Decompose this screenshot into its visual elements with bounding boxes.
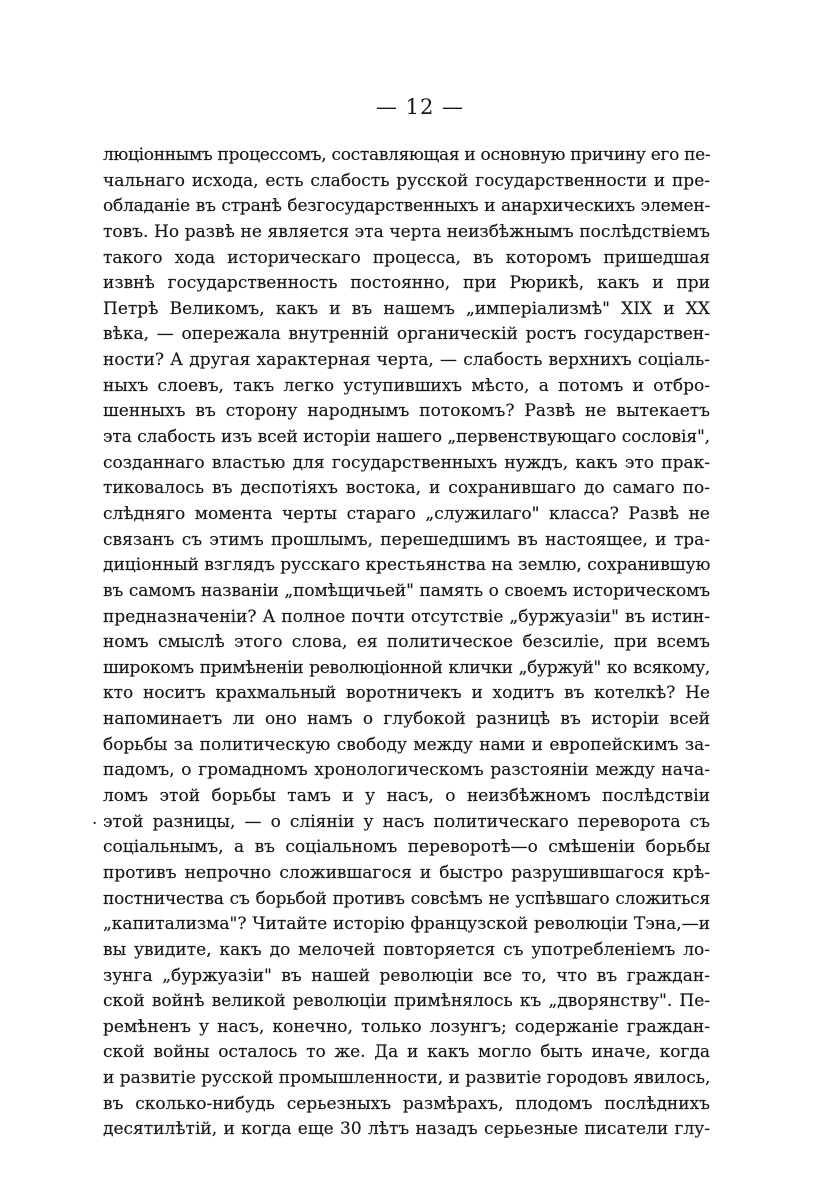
text-line: десятилѣтій, и когда еще 30 лѣтъ назадъ серьезные писатели глу- (103, 1119, 710, 1140)
text-line: тиковалось въ деспотіяхъ востока, и сохранившаго до самаго по- (103, 478, 710, 499)
text-line: извнѣ государственность постоянно, при Рюрикѣ, какъ и при (103, 273, 710, 294)
text-line: ской войнѣ великой революціи примѣнялось къ „дворянству". Пе- (103, 991, 710, 1012)
text-line: слѣдняго момента черты стараго „служилаго" класса? Развѣ не (103, 503, 710, 524)
text-line: созданнаго властью для государственныхъ нуждъ, какъ это прак- (103, 452, 710, 473)
text-line: зунга „буржуазіи" въ нашей революціи все то, что въ граждан- (103, 965, 710, 986)
text-line: чальнаго исхода, есть слабость русской государственности и пре- (103, 170, 710, 191)
text-line: номъ смыслѣ этого слова, ея политическое безсиліе, при всемъ (103, 632, 710, 653)
text-line: вы увидите, какъ до мелочей повторяется съ употребленіемъ ло- (103, 939, 710, 960)
text-line: ныхъ слоевъ, такъ легко уступившихъ мѣсто, а потомъ и отбро- (103, 375, 710, 396)
text-line: „капитализма"? Читайте исторію французской революціи Тэна,—и (103, 914, 710, 935)
text-line: ской войны осталось то же. Да и какъ могло быть иначе, когда (103, 1042, 710, 1063)
text-line: связанъ съ этимъ прошлымъ, перешедшимъ въ настоящее, и тра- (103, 529, 710, 550)
text-line: Петрѣ Великомъ, какъ и въ нашемъ „имперіализмѣ" XIX и XX (103, 298, 710, 319)
text-line: въ самомъ названіи „помѣщичьей" память о своемъ историческомъ (103, 580, 710, 601)
text-line: соціальнымъ, а въ соціальномъ переворотѣ—о смѣшеніи борьбы (103, 837, 710, 858)
text-line: диціонный взглядъ русскаго крестьянства на землю, сохранившую (103, 555, 711, 576)
text-line: вѣка, — опережала внутренній органическій ростъ государствен- (103, 324, 710, 345)
page-number: — 12 — (375, 95, 465, 119)
text-line: предназначеніи? А полное почти отсутствіе „буржуазіи" въ истин- (103, 606, 710, 627)
text-line: люціоннымъ процессомъ, составляющая и основную причину его пе- (103, 145, 711, 165)
text-line: обладаніе въ странѣ безгосударственныхъ и анархическихъ элемен- (103, 196, 710, 217)
text-line: и развитіе русской промышленности, и развитіе городовъ явилось, (103, 1068, 711, 1089)
text-line: постничества съ борьбой противъ совсѣмъ не успѣвшаго сложиться (103, 888, 710, 909)
text-line: ности? А другая характерная черта, — слабость верхнихъ соціаль- (103, 350, 710, 371)
text-line: противъ непрочно сложившагося и быстро разрушившагося крѣ- (103, 862, 710, 883)
text-line: ломъ этой борьбы тамъ и у насъ, о неизбѣжномъ послѣдствіи (103, 786, 710, 807)
text-line: падомъ, о громадномъ хронологическомъ разстояніи между нача- (103, 760, 710, 781)
text-line: широкомъ примѣненіи революціонной клички „буржуй" ко всякому, (103, 657, 710, 678)
text-line: шенныхъ въ сторону народнымъ потокомъ? Развѣ не вытекаетъ (103, 401, 710, 422)
text-line: борьбы за политическую свободу между нами и европейскимъ за- (103, 734, 710, 755)
text-line: эта слабость изъ всей исторіи нашего „первенствующаго сословія", (103, 427, 710, 448)
text-line: этой разницы, — о сліяніи у насъ политическаго переворота съ (103, 811, 710, 832)
text-line: кто носитъ крахмальный воротничекъ и ходитъ въ котелкѣ? Не (103, 683, 710, 704)
text-line: ремѣненъ у насъ, конечно, только лозунгъ; содержаніе граждан- (103, 1016, 710, 1037)
body-text (103, 143, 710, 1143)
text-line: напоминаетъ ли оно намъ о глубокой разницѣ въ исторіи всей (103, 709, 710, 730)
text-line: въ сколько-нибудь серьезныхъ размѣрахъ, плодомъ послѣднихъ (103, 1093, 710, 1114)
margin-mark: . (92, 809, 98, 829)
text-line: товъ. Но развѣ не является эта черта неизбѣжнымъ послѣдствіемъ (103, 221, 710, 242)
text-line: такого хода историческаго процесса, въ которомъ пришедшая (103, 247, 710, 268)
